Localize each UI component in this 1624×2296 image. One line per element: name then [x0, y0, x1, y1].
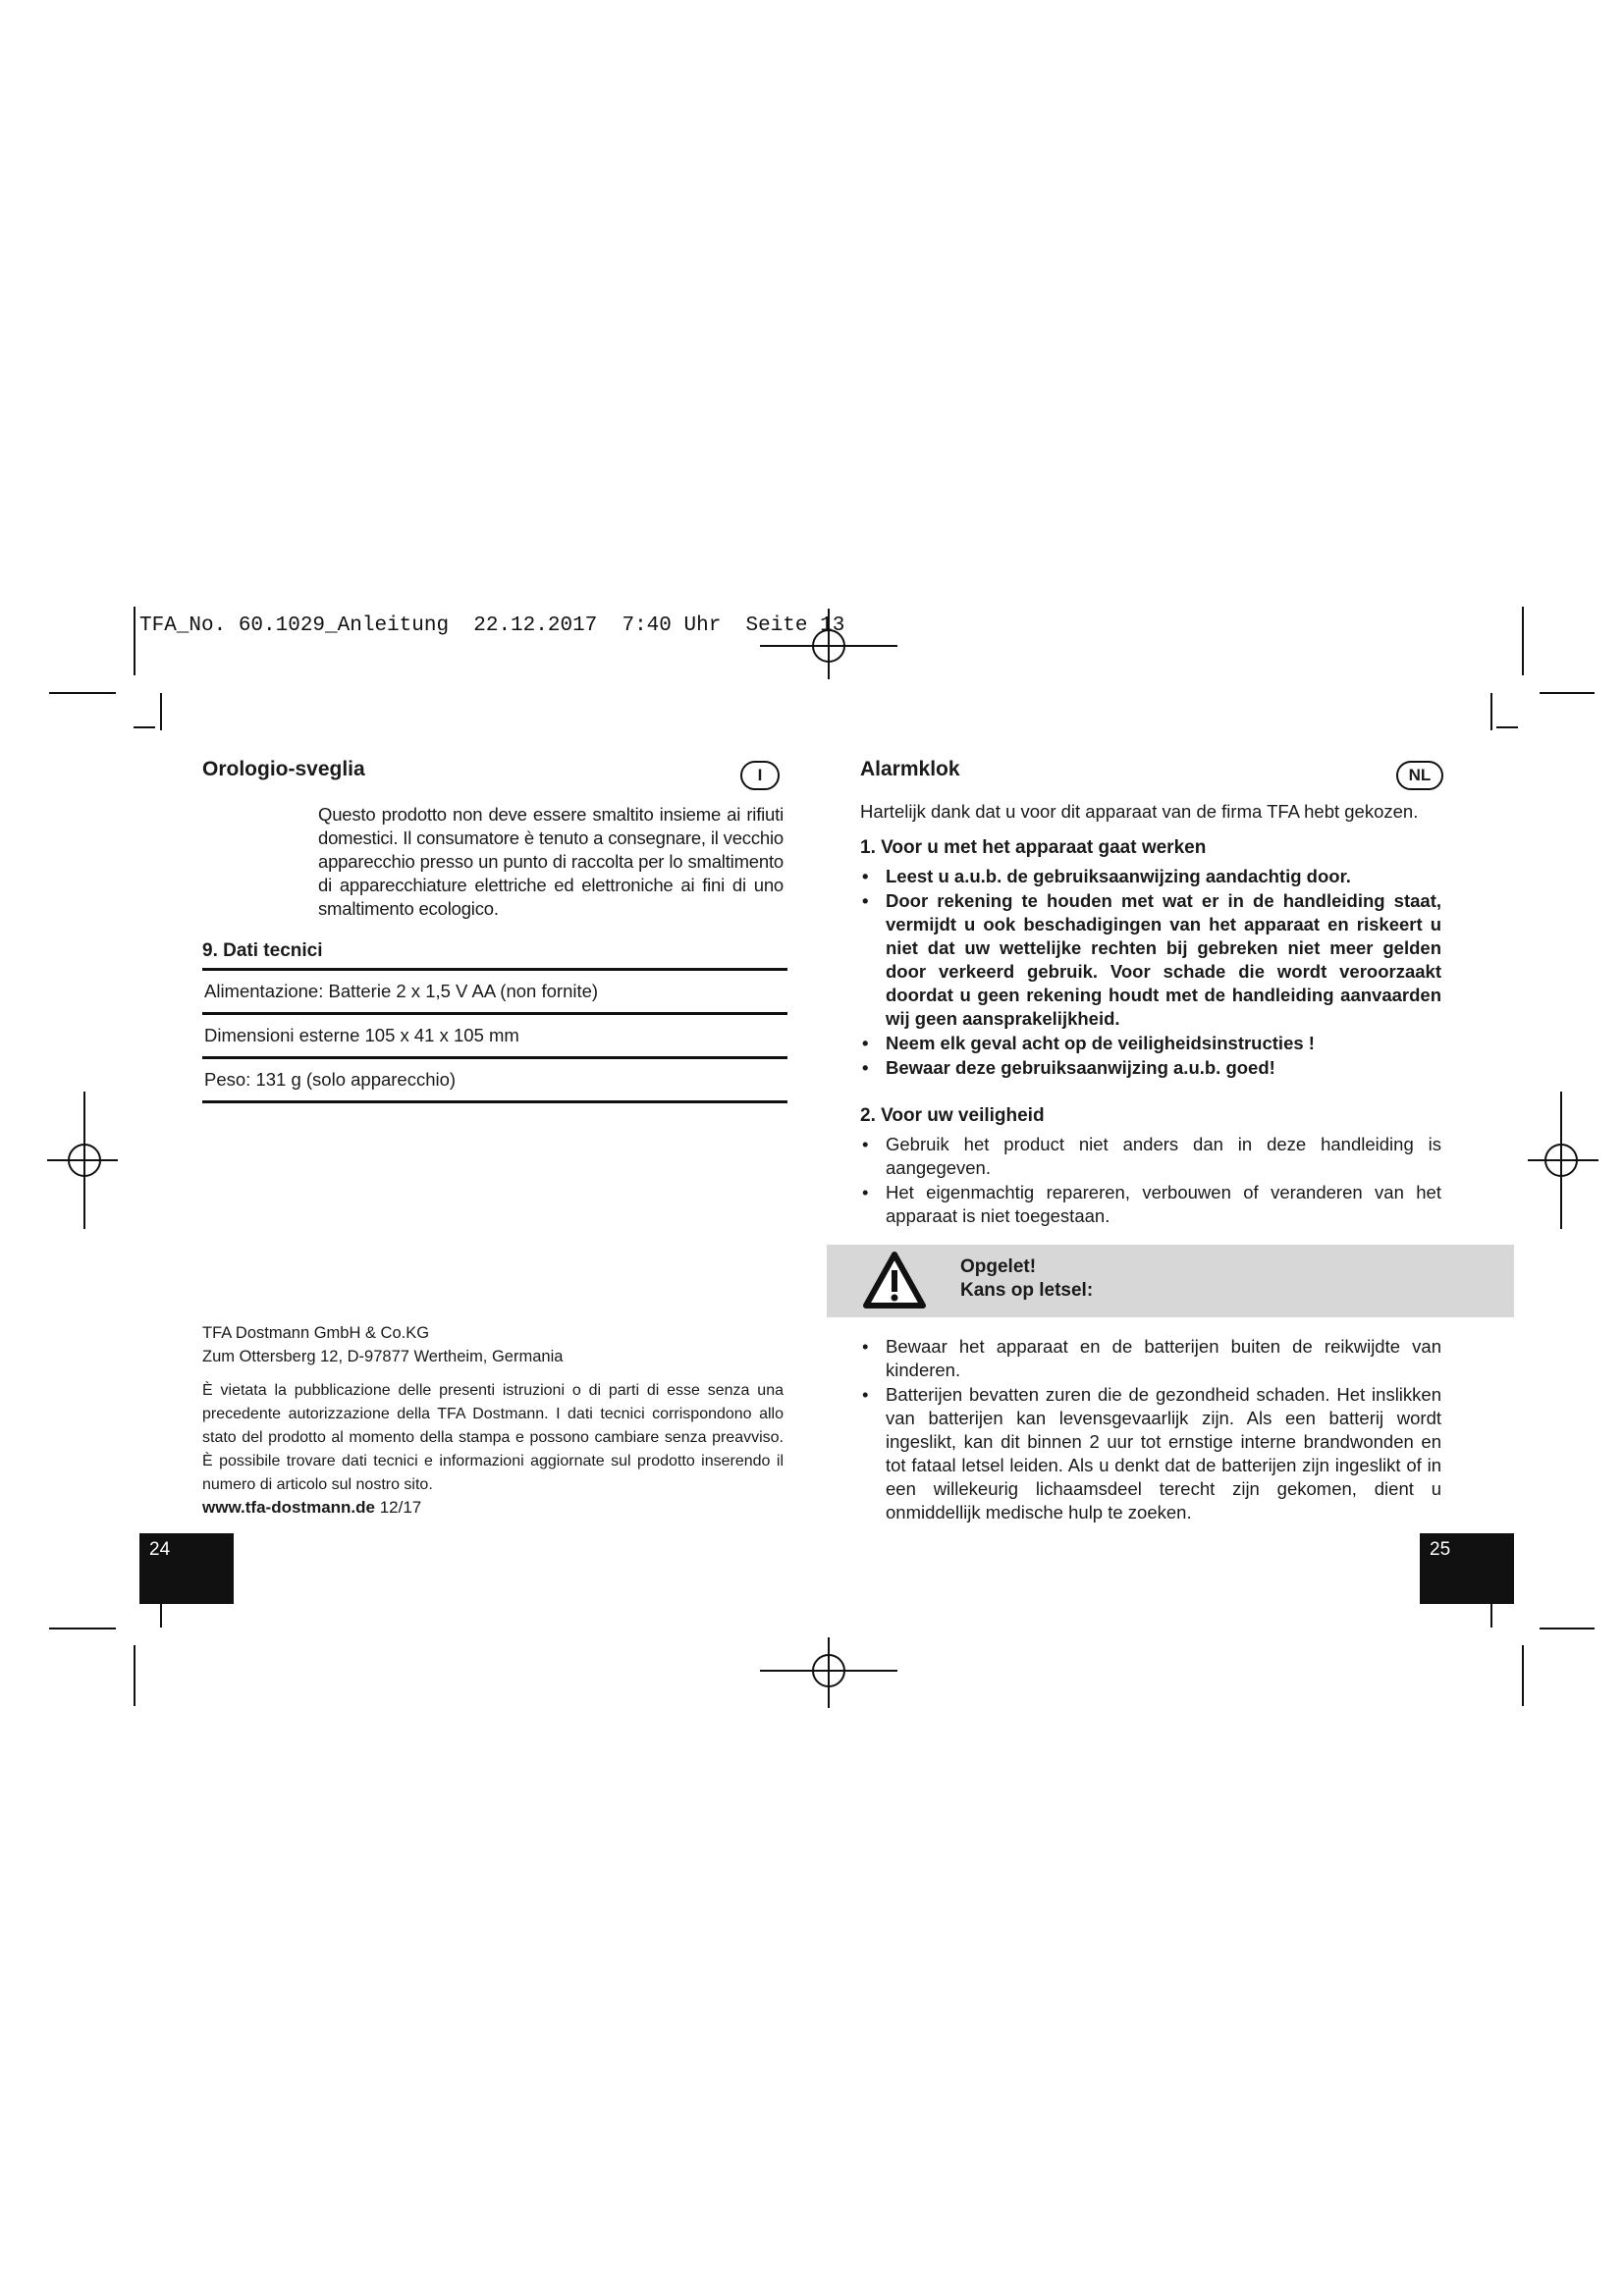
intro-text: Hartelijk dank dat u voor dit apparaat van de firma TFA hebt gekozen. — [860, 801, 1419, 822]
page-number-label: 24 — [149, 1539, 171, 1560]
list-item: • Leest u a.u.b. de gebruiksaanwijzing aandachtig door. — [860, 865, 1441, 888]
crop-mark — [160, 693, 162, 730]
crop-mark — [49, 692, 116, 694]
print-header: TFA_No. 60.1029_Anleitung 22.12.2017 7:40 Uhr Seite 13 — [139, 614, 845, 637]
registration-mark-icon — [47, 1092, 118, 1229]
page-number-label: 25 — [1430, 1539, 1451, 1560]
crop-mark — [1522, 1645, 1524, 1706]
legal-notice: È vietata la pubblicazione delle presenti istruzioni o di parti di esse senza una precedente autorizzazione della TFA Dostmann. I dati tecnici corrispondono allo stato del prodotto al momento della stampa e possono cambiare senza preavviso. È possibile trovare dati tecnici e informazioni aggiornate sul prodotto inserendo il numero di articolo sul nostro sito. — [202, 1382, 784, 1493]
warning-list — [860, 1335, 1441, 1525]
section-heading: 2. Voor uw veiligheid — [860, 1105, 1045, 1126]
list-item: • Bewaar het apparaat en de batterijen buiten de reikwijdte van kinderen. — [860, 1335, 1441, 1382]
registration-mark-icon — [1528, 1092, 1598, 1229]
list-item: • Het eigenmachtig repareren, verbouwen of veranderen van het apparaat is niet toegestaan. — [860, 1181, 1441, 1228]
crop-mark — [134, 726, 155, 728]
table-cell: Alimentazione: Batterie 2 x 1,5 V AA (non fornite) — [204, 981, 599, 1001]
section1-list — [860, 865, 1441, 1081]
section2-list — [860, 1133, 1441, 1229]
version-code: 12/17 — [375, 1498, 422, 1517]
warning-title: Opgelet! — [960, 1256, 1037, 1277]
tech-data-table — [202, 968, 787, 1103]
crop-mark — [1490, 693, 1492, 730]
warning-subtitle: Kans op letsel: — [960, 1280, 1094, 1301]
section-heading: 1. Voor u met het apparaat gaat werken — [860, 837, 1207, 858]
page-title: Orologio-sveglia — [202, 758, 365, 780]
list-item: • Bewaar deze gebruiksaanwijzing a.u.b. goed! — [860, 1056, 1441, 1080]
warning-triangle-icon — [862, 1251, 927, 1309]
table-row — [202, 1056, 787, 1103]
crop-mark — [1496, 726, 1518, 728]
registration-mark-icon — [760, 609, 897, 679]
crop-mark — [160, 1600, 162, 1628]
table-cell: Dimensioni esterne 105 x 41 x 105 mm — [204, 1025, 519, 1045]
crop-mark — [1540, 692, 1595, 694]
page-number — [1420, 1533, 1514, 1604]
warning-box — [827, 1245, 1514, 1317]
table-row — [202, 968, 787, 1012]
registration-mark-icon — [760, 1637, 897, 1708]
website-link[interactable]: www.tfa-dostmann.de — [202, 1498, 375, 1517]
company-name: TFA Dostmann GmbH & Co.KG — [202, 1324, 430, 1342]
page-title: Alarmklok — [860, 758, 960, 780]
table-cell: Peso: 131 g (solo apparecchio) — [204, 1069, 457, 1090]
page-number — [139, 1533, 234, 1604]
crop-mark — [49, 1628, 116, 1629]
table-row — [202, 1012, 787, 1056]
crop-mark — [134, 1645, 135, 1706]
company-address: Zum Ottersberg 12, D-97877 Wertheim, Germania — [202, 1348, 564, 1365]
crop-mark — [1522, 607, 1524, 675]
crop-mark — [1490, 1600, 1492, 1628]
disposal-text: Questo prodotto non deve essere smaltito insieme ai rifiuti domestici. Il consumatore è tenuto a consegnare, il vecchio apparecchio presso un punto di raccolta per lo smaltimento di apparecchiature elettriche ed elettroniche ai fini di uno smaltimento ecologico. — [318, 804, 784, 919]
language-badge: NL — [1396, 761, 1443, 790]
footer-website — [202, 1498, 421, 1518]
crop-mark — [1540, 1628, 1595, 1629]
list-item: • Door rekening te houden met wat er in de handleiding staat, vermijdt u ook beschadigingen van het apparaat en riskeert u niet dat uw wettelijke rechten bij gebreken niet meer gelden door verkeerd gebruik. Voor schade die wordt veroorzaakt doordat u geen rekening houdt met de handleiding aanvaarden wij geen aansprakelijkheid. — [860, 889, 1441, 1031]
list-item: • Gebruik het product niet anders dan in deze handleiding is aangegeven. — [860, 1133, 1441, 1180]
language-badge: I — [740, 761, 780, 790]
list-item: • Neem elk geval acht op de veiligheidsinstructies ! — [860, 1032, 1441, 1055]
crop-mark — [134, 607, 135, 675]
list-item: • Batterijen bevatten zuren die de gezondheid schaden. Het inslikken van batterijen kan levensgevaarlijk zijn. Als een batterij wordt ingeslikt, kan dit binnen 2 uur tot ernstige interne brandwonden en tot fataal letsel leiden. Als u denkt dat de batterijen zijn ingeslikt of in een willekeurig lichaamsdeel terecht zijn gekomen, dient u onmiddellijk medische hulp te zoeken. — [860, 1383, 1441, 1524]
section-heading: 9. Dati tecnici — [202, 940, 323, 961]
